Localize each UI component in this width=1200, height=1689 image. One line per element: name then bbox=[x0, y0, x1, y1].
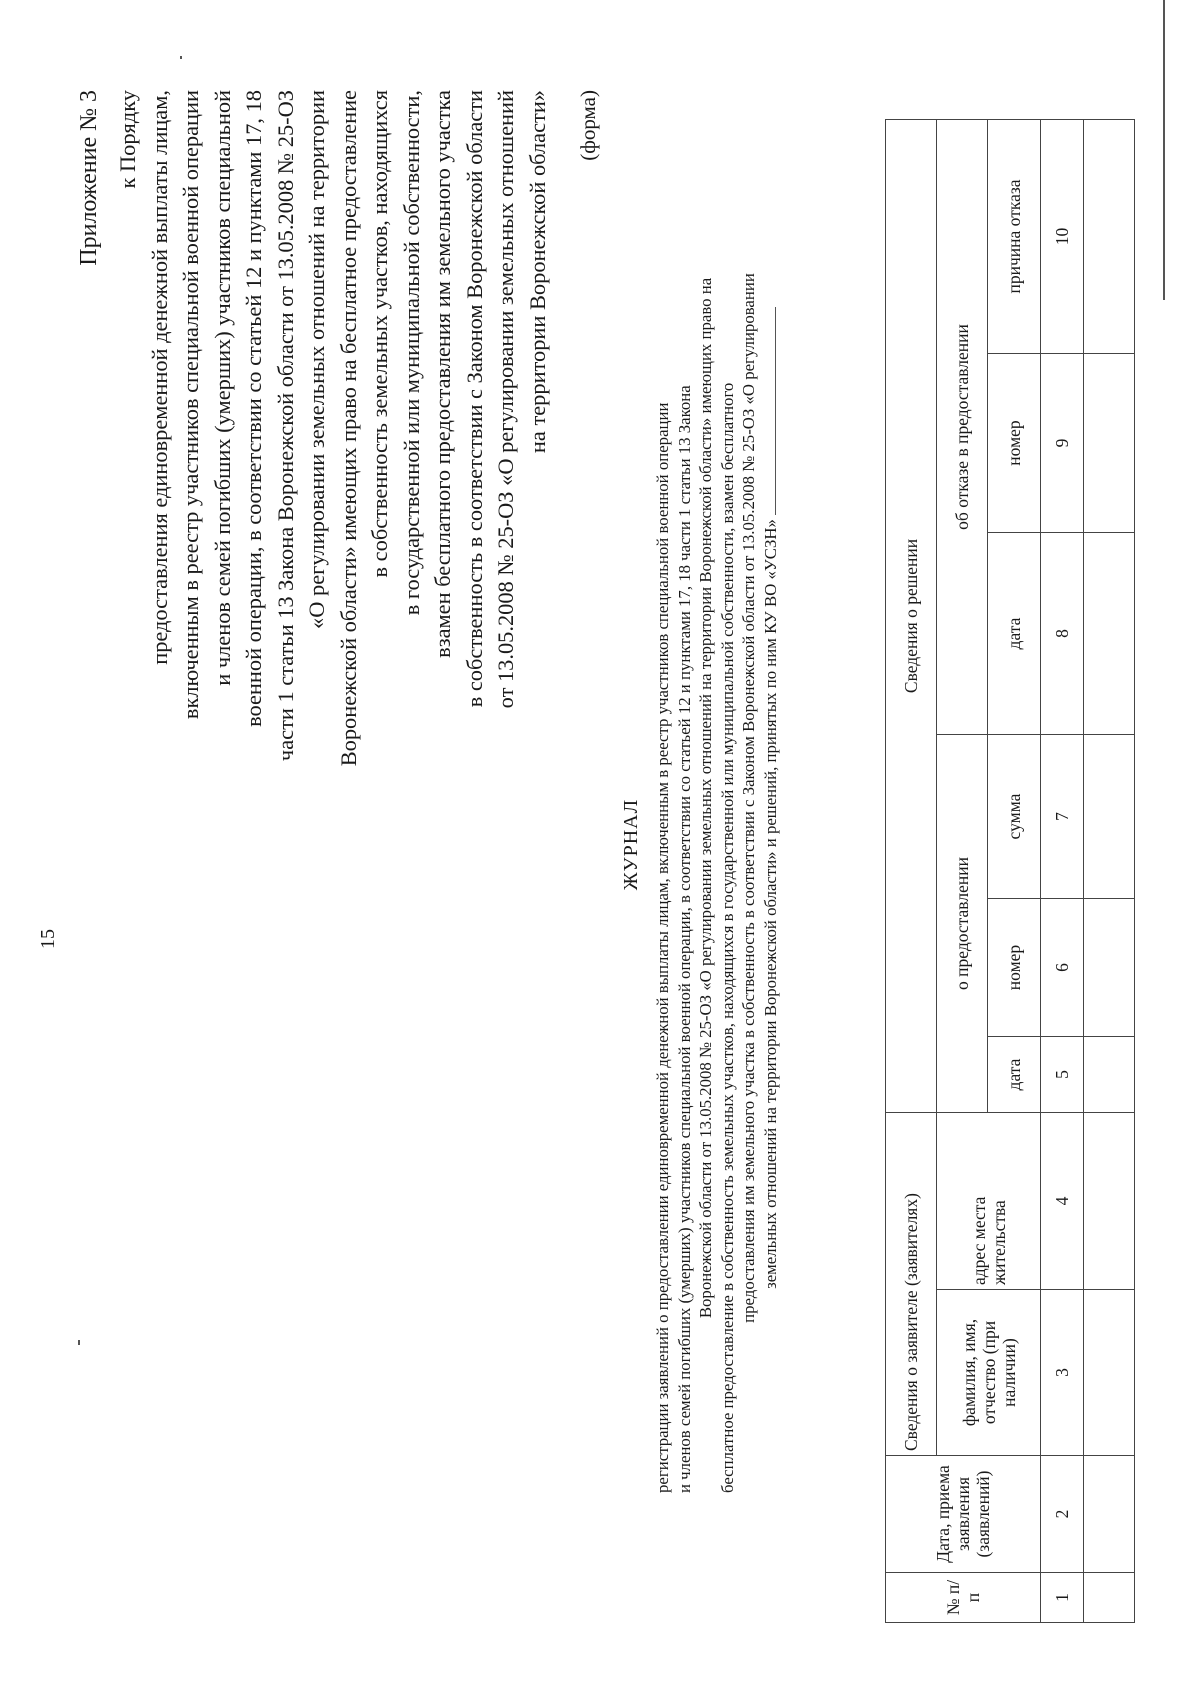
column-number: 3 bbox=[1041, 1290, 1084, 1456]
scan-edge-mark bbox=[1163, 0, 1165, 300]
order-reference-line: включенным в реестр участников специальной военной операции bbox=[178, 90, 203, 720]
header-applicant-info: Сведения о заявителе (заявителях) bbox=[886, 1113, 937, 1456]
entry-cell[interactable] bbox=[1084, 899, 1135, 1037]
column-number: 5 bbox=[1041, 1037, 1084, 1113]
journal-subtitle-line: предоставления им земельного участка в собственность в соответствии с Законом Воронежской области от 13.05.2008 № 25-ОЗ «О регулировании bbox=[739, 273, 759, 1323]
journal-subtitle-line: Воронежской области от 13.05.2008 № 25-ОЗ «О регулировании земельных отношений на территории Воронежской области» имеющих право на bbox=[696, 277, 716, 1319]
entry-cell[interactable] bbox=[1084, 533, 1135, 735]
entry-cell[interactable] bbox=[1084, 1113, 1135, 1290]
order-reference-line: в собственность в соответствии с Законом Воронежской области bbox=[461, 90, 487, 708]
order-reference-line: военной операции, в соответствии со статьей 12 и пунктами 17, 18 bbox=[241, 90, 266, 727]
order-reference-line: и членов семей погибших (умерших) участников специальной bbox=[209, 90, 235, 686]
order-reference-line: «О регулировании земельных отношений на территории bbox=[304, 90, 329, 629]
header-row bbox=[937, 119, 988, 1622]
column-number: 1 bbox=[1041, 1573, 1084, 1623]
column-number-row bbox=[1041, 119, 1084, 1622]
column-number: 6 bbox=[1041, 899, 1084, 1037]
header-full-name: фамилия, имя, отчество (при наличии) bbox=[937, 1290, 1041, 1456]
entry-cell[interactable] bbox=[1084, 1290, 1135, 1456]
order-reference-line: Воронежской области» имеющих право на бесплатное предоставление bbox=[335, 90, 361, 767]
order-reference-line: на территории Воронежской области» bbox=[524, 90, 550, 454]
header-granted: о предоставлении bbox=[937, 735, 988, 1113]
order-reference-line: части 1 статьи 13 Закона Воронежской области от 13.05.2008 № 25-ОЗ bbox=[272, 90, 298, 762]
order-reference-line: предоставления единовременной денежной выплаты лицам, bbox=[146, 90, 172, 665]
entry-cell[interactable] bbox=[1084, 354, 1135, 533]
order-reference bbox=[112, 90, 553, 1100]
appendix-title: Приложение № 3 bbox=[76, 90, 102, 266]
page-number: 15 bbox=[37, 929, 59, 949]
registry-table bbox=[885, 119, 1135, 1623]
column-number: 10 bbox=[1041, 119, 1084, 353]
header-granted-sum: сумма bbox=[988, 735, 1041, 899]
scan-dust-speck bbox=[78, 1340, 80, 1345]
journal-subtitle bbox=[652, 103, 782, 1493]
journal-subtitle-line: регистрации заявлений о предоставлении единовременной денежной выплаты лицам, включенным в реестр участников специальной военной операции bbox=[653, 402, 672, 1493]
scan-dust-speck bbox=[180, 56, 182, 59]
order-reference-line: в государственной или муниципальной собственности, bbox=[398, 90, 424, 616]
journal-subtitle-text: земельных отношений на территории Воронежской области» и решений, принятых по ним КУ ВО «УСЗН» bbox=[760, 519, 780, 1289]
header-granted-date: дата bbox=[988, 1037, 1041, 1113]
column-number: 7 bbox=[1041, 735, 1084, 899]
header-granted-number: номер bbox=[988, 899, 1041, 1037]
header-refused-date: дата bbox=[988, 533, 1041, 735]
header-decision-info: Сведения о решении bbox=[886, 119, 937, 1112]
entry-cell[interactable] bbox=[1084, 1573, 1135, 1623]
column-number: 2 bbox=[1041, 1456, 1084, 1573]
journal-subtitle-line-last bbox=[760, 103, 782, 1493]
journal-subtitle-line: бесплатное предоставление в собственность земельных участков, находящихся в государственной или муниципальной собственности, взамен бесплатного bbox=[717, 382, 737, 1493]
header-address: адрес места жительства bbox=[937, 1113, 1041, 1290]
column-number: 8 bbox=[1041, 533, 1084, 735]
header-refused-reason: причина отказа bbox=[988, 119, 1041, 353]
journal-subtitle-line: и членов семей погибших (умерших) участников специальной военной операции, в соответствии со статьей 12 и пунктами 17, 18 части 1 статьи 13 Закона bbox=[674, 385, 694, 1493]
header-receipt-date: Дата, приема заявления (заявлений) bbox=[886, 1456, 1041, 1573]
column-number: 4 bbox=[1041, 1113, 1084, 1290]
column-number: 9 bbox=[1041, 354, 1084, 533]
order-reference-line: к Порядку bbox=[115, 90, 140, 189]
entry-cell[interactable] bbox=[1084, 119, 1135, 353]
header-refused-number: номер bbox=[988, 354, 1041, 533]
header-refused: об отказе в предоставлении bbox=[937, 119, 988, 734]
order-reference-line: от 13.05.2008 № 25-ОЗ «О регулировании земельных отношений bbox=[493, 90, 518, 709]
header-row bbox=[886, 119, 937, 1622]
empty-entry-row bbox=[1084, 119, 1135, 1622]
form-note: (форма) bbox=[576, 90, 600, 161]
header-number: № п/п bbox=[886, 1573, 1041, 1623]
entry-cell[interactable] bbox=[1084, 1456, 1135, 1573]
journal-title: ЖУРНАЛ bbox=[620, 798, 642, 891]
fill-in-line[interactable] bbox=[761, 307, 776, 515]
entry-cell[interactable] bbox=[1084, 1037, 1135, 1113]
entry-cell[interactable] bbox=[1084, 735, 1135, 899]
order-reference-line: взамен бесплатного предоставления им земельного участка bbox=[430, 90, 455, 658]
order-reference-line: в собственность земельных участков, находящихся bbox=[367, 90, 392, 578]
